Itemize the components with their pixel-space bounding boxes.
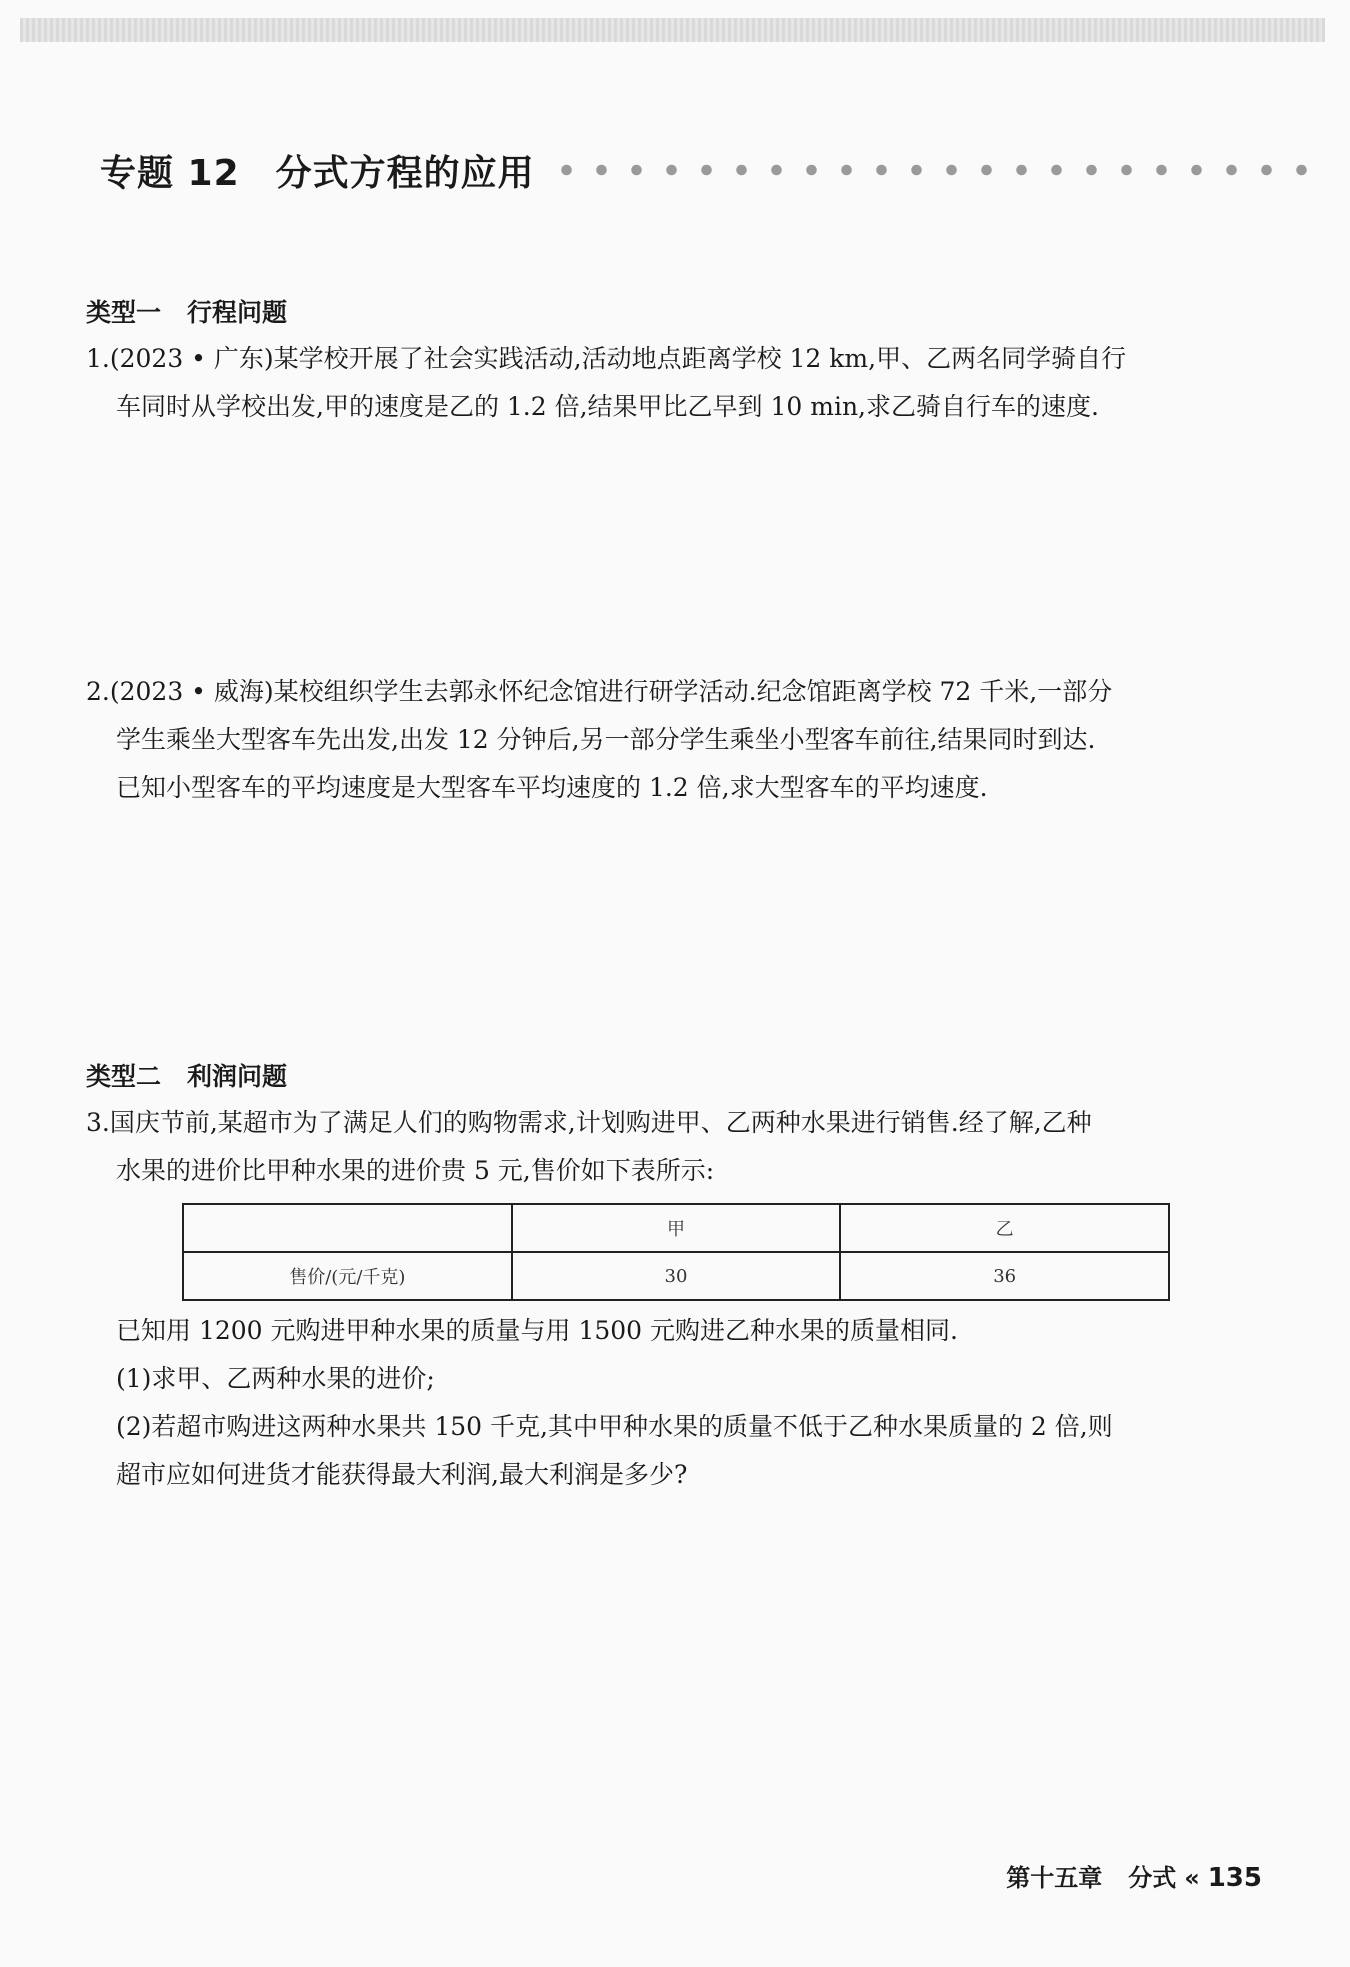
problem-1-line-2: 车同时从学校出发,甲的速度是乙的 1.2 倍,结果甲比乙早到 10 min,求乙骑自行车的速度. bbox=[116, 392, 1099, 421]
section-heading-travel bbox=[86, 293, 287, 329]
double-chevron-left-icon: « bbox=[1184, 1864, 1200, 1892]
table-cell: 36 bbox=[840, 1252, 1169, 1300]
section-name: 行程问题 bbox=[187, 298, 288, 327]
price-table bbox=[182, 1203, 1170, 1301]
problem-1 bbox=[86, 335, 1246, 431]
footer-topic: 分式 bbox=[1128, 1864, 1177, 1892]
problem-2-line-2: 学生乘坐大型客车先出发,出发 12 分钟后,另一部分学生乘坐小型客车前往,结果同时到达. bbox=[116, 725, 1096, 754]
table-row bbox=[183, 1252, 1169, 1300]
section-name: 利润问题 bbox=[187, 1062, 288, 1091]
problem-3-question-2-line-2: 超市应如何进货才能获得最大利润,最大利润是多少? bbox=[116, 1460, 688, 1489]
problem-1-line-1: 1.(2023 • 广东)某学校开展了社会实践活动,活动地点距离学校 12 km,甲、乙两名同学骑自行 bbox=[86, 344, 1127, 373]
page-title bbox=[100, 142, 1330, 198]
footer-chapter: 第十五章 bbox=[1006, 1864, 1103, 1892]
problem-3-line-2: 水果的进价比甲种水果的进价贵 5 元,售价如下表所示: bbox=[116, 1156, 715, 1185]
problem-3-question-1: (1)求甲、乙两种水果的进价; bbox=[116, 1364, 435, 1393]
page-number: 135 bbox=[1207, 1863, 1262, 1893]
table-cell: 30 bbox=[512, 1252, 841, 1300]
table-row-label: 售价/(元/千克) bbox=[183, 1252, 512, 1300]
top-scan-strip bbox=[20, 18, 1325, 42]
page-footer bbox=[1006, 1858, 1262, 1893]
problem-3-question-2-line-1: (2)若超市购进这两种水果共 150 千克,其中甲种水果的质量不低于乙种水果质量的 2 倍,则 bbox=[116, 1412, 1113, 1441]
problem-2-line-1: 2.(2023 • 威海)某校组织学生去郭永怀纪念馆进行研学活动.纪念馆距离学校 72 千米,一部分 bbox=[86, 677, 1113, 706]
section-label: 类型一 bbox=[86, 298, 162, 327]
section-heading-profit bbox=[86, 1057, 287, 1093]
problem-3-intro bbox=[86, 1099, 1246, 1195]
table-header-cell: 乙 bbox=[840, 1204, 1169, 1252]
problem-2-line-3: 已知小型客车的平均速度是大型客车平均速度的 1.2 倍,求大型客车的平均速度. bbox=[116, 773, 988, 802]
problem-3-line-1: 3.国庆节前,某超市为了满足人们的购物需求,计划购进甲、乙两种水果进行销售.经了解,乙种 bbox=[86, 1108, 1092, 1137]
problem-2 bbox=[86, 668, 1246, 812]
title-prefix: 专题 12 bbox=[100, 152, 240, 194]
title-dot-leader bbox=[549, 164, 1330, 176]
title-main: 分式方程的应用 bbox=[275, 152, 535, 194]
problem-3-condition: 已知用 1200 元购进甲种水果的质量与用 1500 元购进乙种水果的质量相同. bbox=[116, 1316, 958, 1345]
section-label: 类型二 bbox=[86, 1062, 162, 1091]
problem-3-questions bbox=[86, 1307, 1246, 1499]
table-header-cell: 甲 bbox=[512, 1204, 841, 1252]
table-header-cell bbox=[183, 1204, 512, 1252]
table-header-row bbox=[183, 1204, 1169, 1252]
